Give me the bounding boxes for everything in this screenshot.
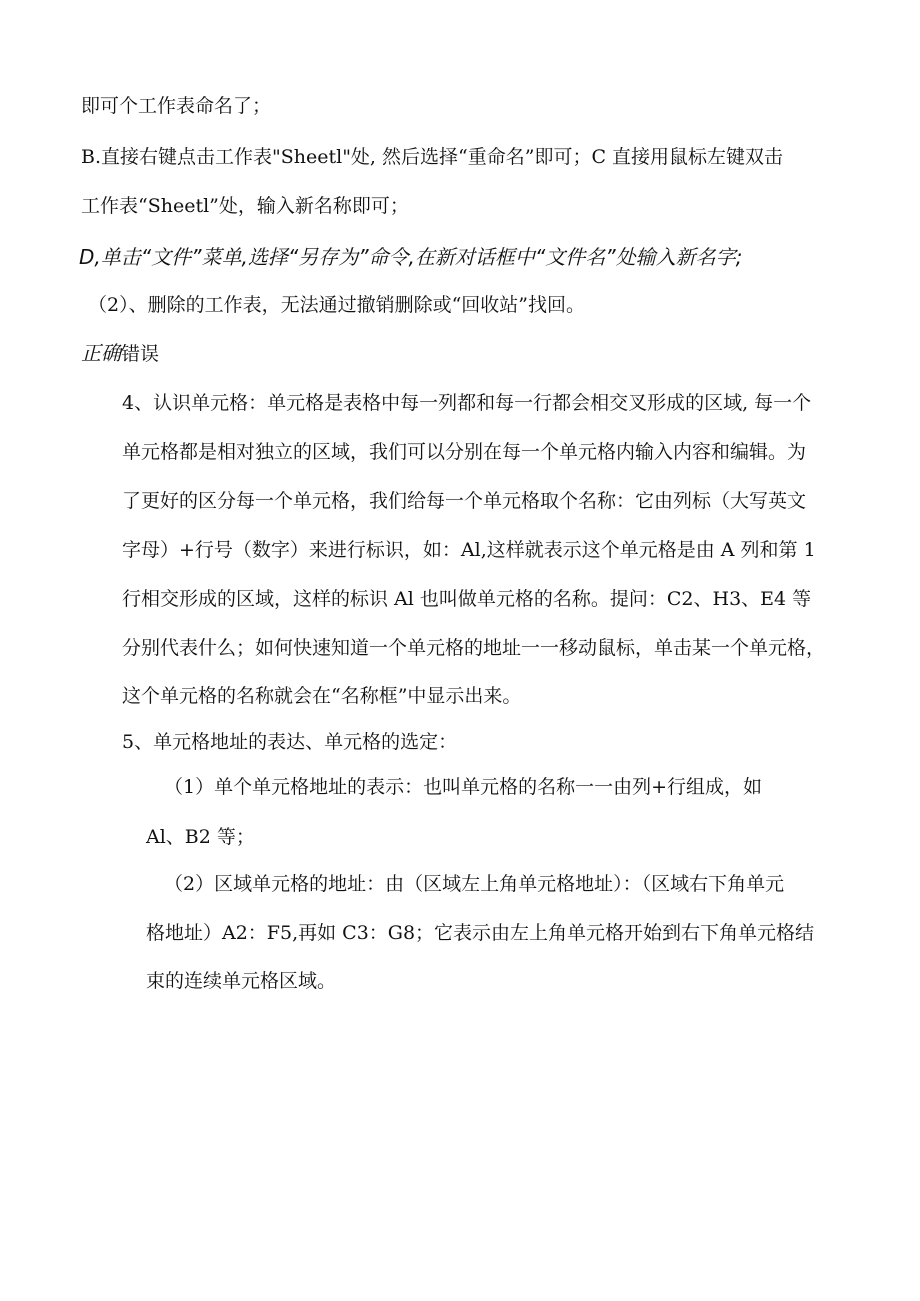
text-line: 束的连续单元格区域。 bbox=[146, 970, 337, 992]
text-line: 单元格都是相对独立的区域，我们可以分别在每一个单元格内输入内容和编辑。为 bbox=[122, 441, 807, 463]
text-line: 工作表“Sheetl”处，输入新名称即可； bbox=[81, 195, 409, 217]
text-line-italic: D,单击“文件”菜单,选择“另存为”命令,在新对话框中“文件名”处输入新名字; bbox=[79, 245, 743, 269]
text-line: （2）、删除的工作表，无法通过撤销删除或“回收站”找回。 bbox=[88, 294, 586, 316]
text-line: B.直接右键点击工作表"Sheetl"处, 然后选择“重命名”即可；C 直接用鼠标左键双击 bbox=[81, 146, 784, 168]
answer-correct[interactable]: 正确 bbox=[81, 341, 121, 365]
answer-wrong[interactable]: 错误 bbox=[121, 343, 160, 365]
text-line: 格地址）A2：F5,再如 C3：G8；它表示由左上角单元格开始到右下角单元格结 bbox=[146, 922, 815, 944]
answer-options bbox=[81, 340, 159, 367]
text-line: 分别代表什么；如何快速知道一个单元格的地址一一移动鼠标，单击某一个单元格， bbox=[122, 637, 826, 659]
text-line: 了更好的区分每一个单元格，我们给每一个单元格取个名称：它由列标（大写英文 bbox=[122, 490, 807, 512]
text-line: 即可个工作表命名了； bbox=[81, 95, 272, 117]
text-line: 这个单元格的名称就会在“名称框”中显示出来。 bbox=[122, 685, 522, 707]
text-line: 字母）+行号（数字）来进行标识，如：Al,这样就表示这个单元格是由 A 列和第 1 bbox=[122, 539, 816, 561]
text-line: （2）区域单元格的地址：由（区域左上角单元格地址）：（区域右下角单元 bbox=[164, 873, 785, 895]
section-heading: 5、单元格地址的表达、单元格的选定： bbox=[122, 731, 458, 753]
text-line: （1）单个单元格地址的表示：也叫单元格的名称一一由列+行组成，如 bbox=[164, 776, 763, 798]
text-line: 4、认识单元格：单元格是表格中每一列都和每一行都会相交叉形成的区域, 每一个 bbox=[122, 392, 812, 414]
text-line: Al、B2 等； bbox=[146, 826, 255, 848]
text-line: 行相交形成的区域，这样的标识 Al 也叫做单元格的名称。提问：C2、H3、E4 等 bbox=[122, 588, 812, 610]
